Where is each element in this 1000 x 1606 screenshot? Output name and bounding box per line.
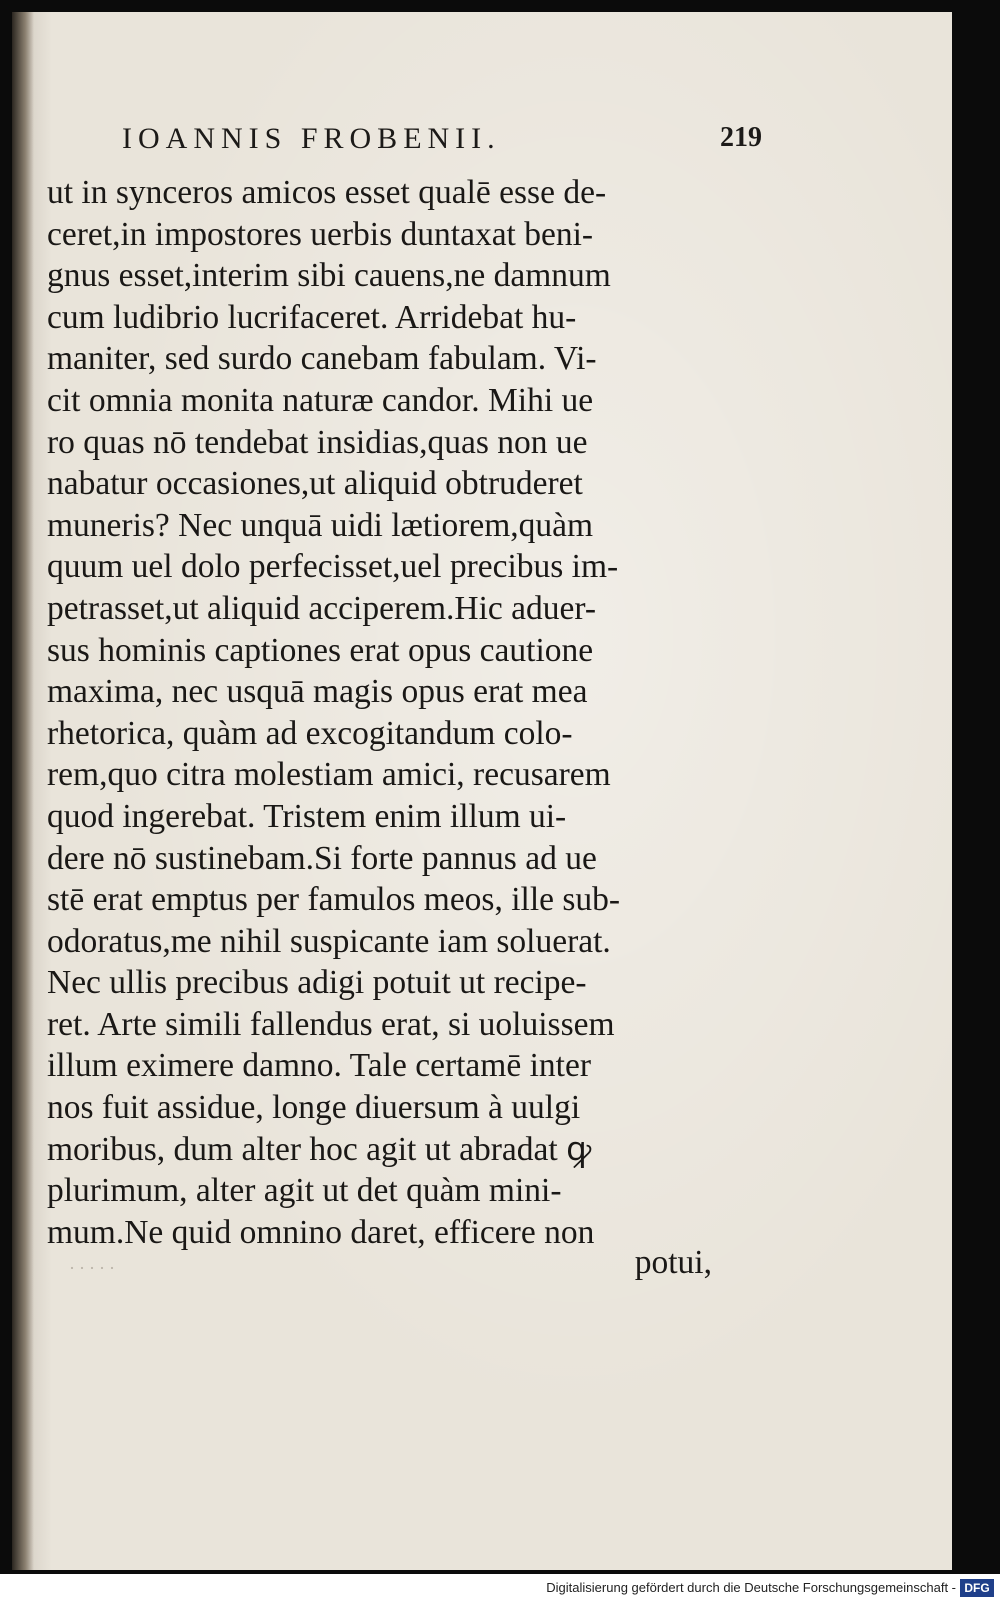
text-line: maniter, sed surdo canebam fabulam. Vi-	[47, 340, 597, 378]
text-line: cum ludibrio lucrifaceret. Arridebat hu-	[47, 298, 577, 336]
catchword-row	[47, 1244, 722, 1286]
funding-footer	[0, 1574, 1000, 1606]
catchword: potui,	[634, 1244, 712, 1281]
text-line: cit omnia monita naturæ candor. Mihi ue	[47, 381, 594, 419]
text-line: stē erat emptus per famulos meos, ille sub-	[47, 881, 621, 919]
text-line: plurimum, alter agit ut det quàm mini-	[47, 1172, 562, 1210]
text-line: petrasset,ut aliquid acciperem.Hic aduer-	[47, 589, 597, 627]
text-line: moribus, dum alter hoc agit ut abradat ꝙ	[47, 1130, 592, 1168]
text-line: rem,quo citra molestiam amici, recusarem	[47, 756, 611, 794]
faint-marks: ·····	[69, 1258, 119, 1278]
book-page	[12, 12, 952, 1570]
body-text	[47, 172, 722, 1253]
text-line: Nec ullis precibus adigi potuit ut recipe-	[47, 964, 587, 1002]
text-line: ceret,in impostores uerbis duntaxat beni-	[47, 215, 594, 253]
text-line: muneris? Nec unquā uidi lætiorem,quàm	[47, 506, 594, 544]
text-line: rhetorica, quàm ad excogitandum colo-	[47, 714, 573, 752]
text-line: ret. Arte simili fallendus erat, si uoluissem	[47, 1005, 615, 1043]
text-line: quum uel dolo perfecisset,uel precibus im-	[47, 548, 619, 586]
text-line: dere nō sustinebam.Si forte pannus ad ue	[47, 839, 597, 877]
text-line: mum.Ne quid omnino daret, efficere non	[47, 1213, 595, 1251]
text-line: nos fuit assidue, longe diuersum à uulgi	[47, 1089, 581, 1127]
funding-note: Digitalisierung gefördert durch die Deutsche Forschungsgemeinschaft -	[546, 1580, 956, 1595]
text-line: ro quas nō tendebat insidias,quas non ue	[47, 423, 588, 461]
text-line: ut in synceros amicos esset qualē esse de-	[47, 174, 607, 211]
page-gutter-shadow	[12, 12, 34, 1570]
dfg-logo: DFG	[960, 1579, 994, 1597]
text-line: nabatur occasiones,ut aliquid obtruderet	[47, 465, 583, 503]
running-head: IOANNIS FROBENII.	[122, 122, 501, 155]
text-line: quod ingerebat. Tristem enim illum ui-	[47, 797, 567, 835]
page-header	[122, 122, 762, 162]
text-line: maxima, nec usquā magis opus erat mea	[47, 673, 588, 711]
text-line: gnus esset,interim sibi cauens,ne damnum	[47, 257, 611, 295]
text-line: sus hominis captiones erat opus cautione	[47, 631, 594, 669]
text-line: odoratus,me nihil suspicante iam soluerat.	[47, 922, 611, 960]
text-line: illum eximere damno. Tale certamē inter	[47, 1047, 591, 1085]
page-number: 219	[720, 122, 762, 153]
